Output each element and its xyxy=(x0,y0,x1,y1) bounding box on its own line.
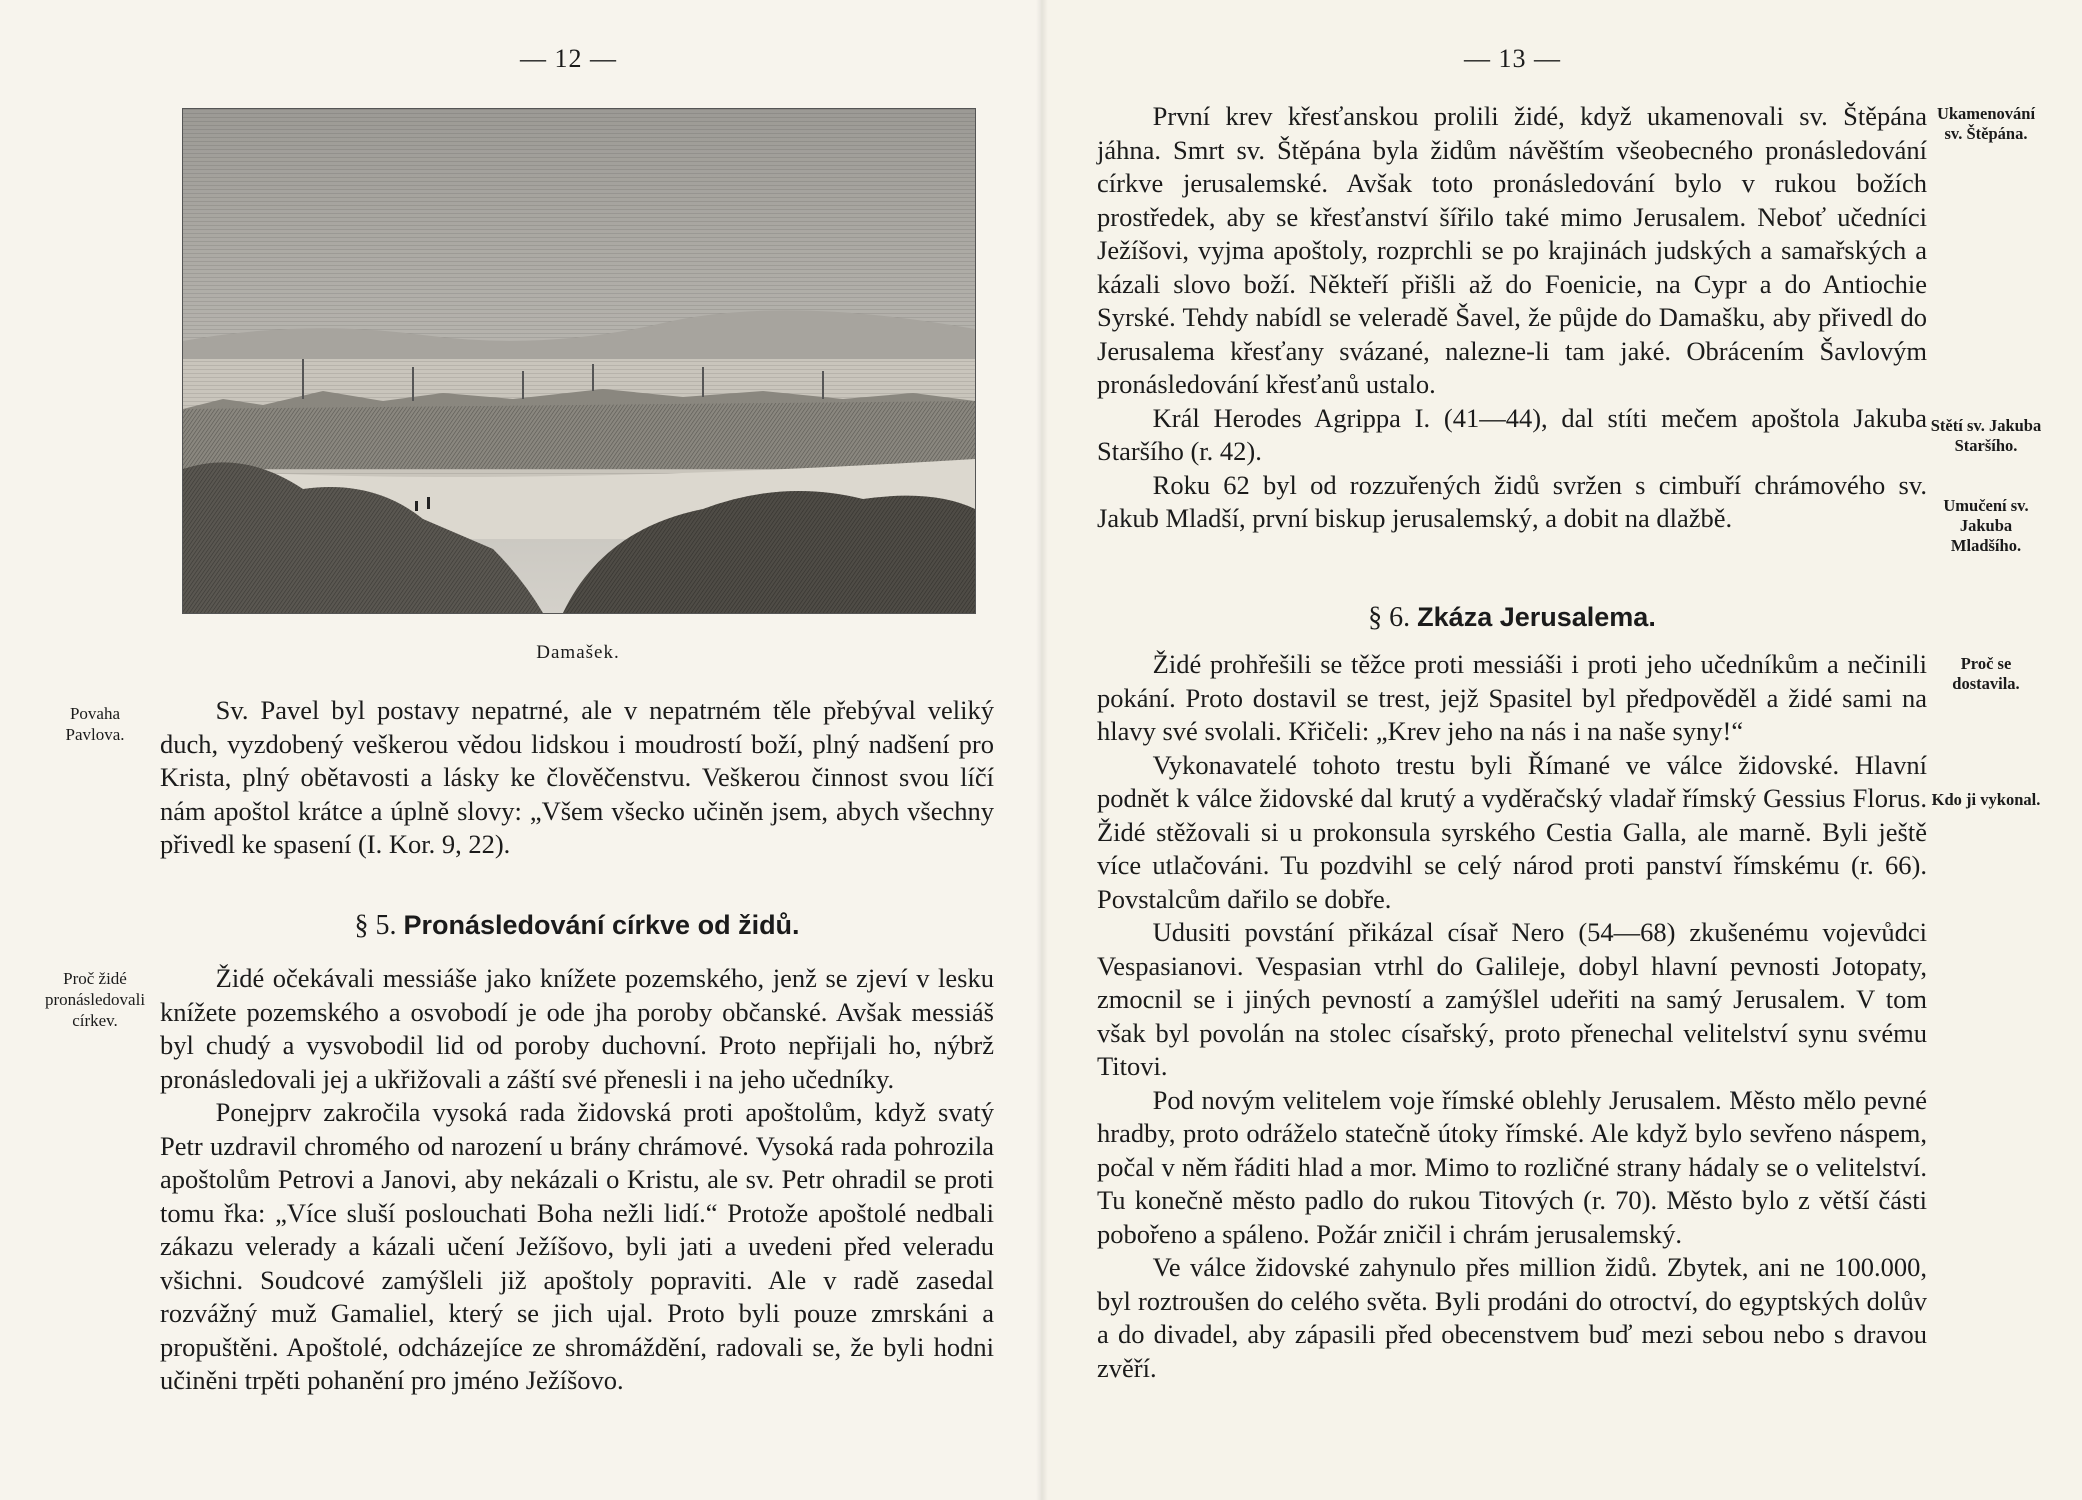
margin-note-proc-se-dostavila: Proč se dostavila. xyxy=(1952,654,2020,693)
section-title: Zkáza Jerusalema. xyxy=(1417,602,1656,632)
margin-note-umuceni: Umučení sv. Jakuba Mladšího. xyxy=(1943,496,2029,555)
section-5-heading xyxy=(160,910,994,942)
margin-note-kdo-ji-vykonal: Kdo ji vykonal. xyxy=(1931,790,2041,809)
left-intro-text xyxy=(160,694,994,862)
paragraph: Udusiti povstání přikázal císař Nero (54—68) zkušenému vojevůdci Vespasianovi. Vespasian vtrhl do Galileje, dobyl hlavní pevnosti Jotopaty, zmocnil se i jiných pevností a zamýšlel udeřiti na samý Jerusalem. V tom však byl povolán na stolec císařský, proto přenechal velitelství synu svému Titovi. xyxy=(1097,917,1927,1081)
right-top-text xyxy=(1097,100,1927,536)
paragraph: Vykonavatelé tohoto trestu byli Římané ve válce židovské. Hlavní podnět k válce židovské dal krutý a vyděračský vladař římský Gessius Florus. Židé stěžovali si u prokonsula syrského Cestia Galla, ale marně. Byli ještě více utlačováni. Tu pozdvihl se celý národ proti panství římskému (r. 66). Povstalcům dařilo se dobře. xyxy=(1097,749,1927,914)
paragraph: Roku 62 byl od rozzuřených židů svržen s cimbuří chrámového sv. Jakub Mladší, první biskup jerusalemský, a dobit na dlažbě. xyxy=(1097,469,1927,533)
page-number-left: — 12 — xyxy=(520,44,617,73)
paragraph: První krev křesťanskou prolili židé, když ukamenovali sv. Štěpána jáhna. Smrt sv. Štěpána byla židům návěštím všeobecného pronásledování církve jerusalemské. Avšak toto pronásledování bylo v rukou božích prostředek, aby se křesťanství šířilo také mimo Jerusalem. Neboť učedníci Ježíšovi, vyjma apoštoly, rozprchli se po krajinách judských a samařských a kázali slovo boží. Někteří přišli až do Foenicie, na Cypr a do Antiochie Syrské. Tehdy nabídl se veleradě Šavel, že půjde do Damašku, aby přivedl do Jerusalema křesťany svázané, nalezne-li tam jaké. Obrácením Šavlovým pronásledování křesťanů ustalo. xyxy=(1097,101,1927,399)
margin-note-povaha: Povaha Pavlova. xyxy=(65,704,125,744)
paragraph: Židé očekávali messiáše jako knížete pozemského, jenž se zjeví v lesku knížete pozemského a osvobodí je ode jha poroby občanské. Avšak messiáš byl chudý a vysvobodil lid od poroby duchovní. Proto nepřijali ho, nýbrž pronásledovali jej a ukřižovali a záští své přenesli i na jeho učedníky. xyxy=(160,963,994,1094)
section-number: § 6. xyxy=(1368,602,1411,633)
figure-caption: Damašek. xyxy=(536,642,620,663)
margin-note-steti: Stětí sv. Jakuba Staršího. xyxy=(1930,416,2042,455)
paragraph: Sv. Pavel byl postavy nepatrné, ale v nepatrném těle přebýval veliký duch, vyzdobený veškerou vědou lidskou i moudrostí boží, plný nadšení pro Krista, plný obětavosti a lásky ke člověčenstvu. Veškerou činnost svou líčí nám apoštol krátce a úplně slovy: „Všem všecko učiněn jsem, abych všechny přivedl ke spasení (I. Kor. 9, 22). xyxy=(160,695,994,859)
paragraph: Pod novým velitelem voje římské oblehly Jerusalem. Město mělo pevné hradby, proto odráželo statečně útoky římské. Ale když bylo sevřeno náspem, počal v něm řáditi hlad a mor. Mimo to rozličné strany hádaly se o velitelství. Tu konečně město padlo do rukou Titových (r. 70). Město bylo z větší části pobořeno a spáleno. Požár zničil i chrám jerusalemský. xyxy=(1097,1084,1927,1249)
paragraph: Král Herodes Agrippa I. (41—44), dal stíti mečem apoštola Jakuba Staršího (r. 42). xyxy=(1097,402,1927,466)
damascus-engraving xyxy=(182,108,976,614)
paragraph: Židé prohřešili se těžce proti messiáši i proti jeho učedníkům a nečinili pokání. Proto dostavil se trest, jejž Spasitel byl předpověděl a židé sami na hlavy své svolali. Křičeli: „Krev jeho na nás i na naše syny!“ xyxy=(1097,649,1927,746)
margin-note-proc-zide: Proč židé pronásledovali církev. xyxy=(44,969,146,1030)
section-5-text xyxy=(160,962,994,1398)
page-number-right: — 13 — xyxy=(1464,44,1561,73)
paragraph: Ve válce židovské zahynulo přes million židů. Zbytek, ani ne 100.000, byl roztroušen do celého světa. Byli prodáni do otroctví, do egyptských dolův a do divadel, aby zápasili před obecenstvem buď mezi sebou nebo s dravou zvěří. xyxy=(1097,1252,1927,1383)
margin-note-ukamenovani: Ukamenování sv. Štěpána. xyxy=(1936,104,2036,143)
book-gutter xyxy=(1036,0,1048,1500)
paragraph: Ponejprv zakročila vysoká rada židovská proti apoštolům, když svatý Petr uzdravil chromého od narození u brány chrámové. Vysoká rada pohrozila apoštolům Petrovi a Janovi, aby nekázali o Kristu, ale sv. Petr ohradil se proti tomu řka: „Více sluší poslouchati Boha nežli lidí.“ Protože apoštolé nedbali zákazu velerady a kázali učení Ježíšovo, byli jati a uvedeni před veleradu všichni. Soudcové zamýšleli již apoštoly popraviti. Ale v radě zasedal rozvážný muž Gamaliel, který se jich ujal. Proto byli pouze zmrskáni a propuštěni. Apoštolé, odcházejíce ze shromáždění, radovali se, že byli hodni učiněni trpěti pohanění pro jméno Ježíšovo. xyxy=(160,1097,994,1395)
section-title: Pronásledování církve od židů. xyxy=(403,910,800,940)
section-6-heading xyxy=(1097,602,1927,634)
section-number: § 5. xyxy=(354,910,397,941)
section-6-text xyxy=(1097,648,1927,1385)
